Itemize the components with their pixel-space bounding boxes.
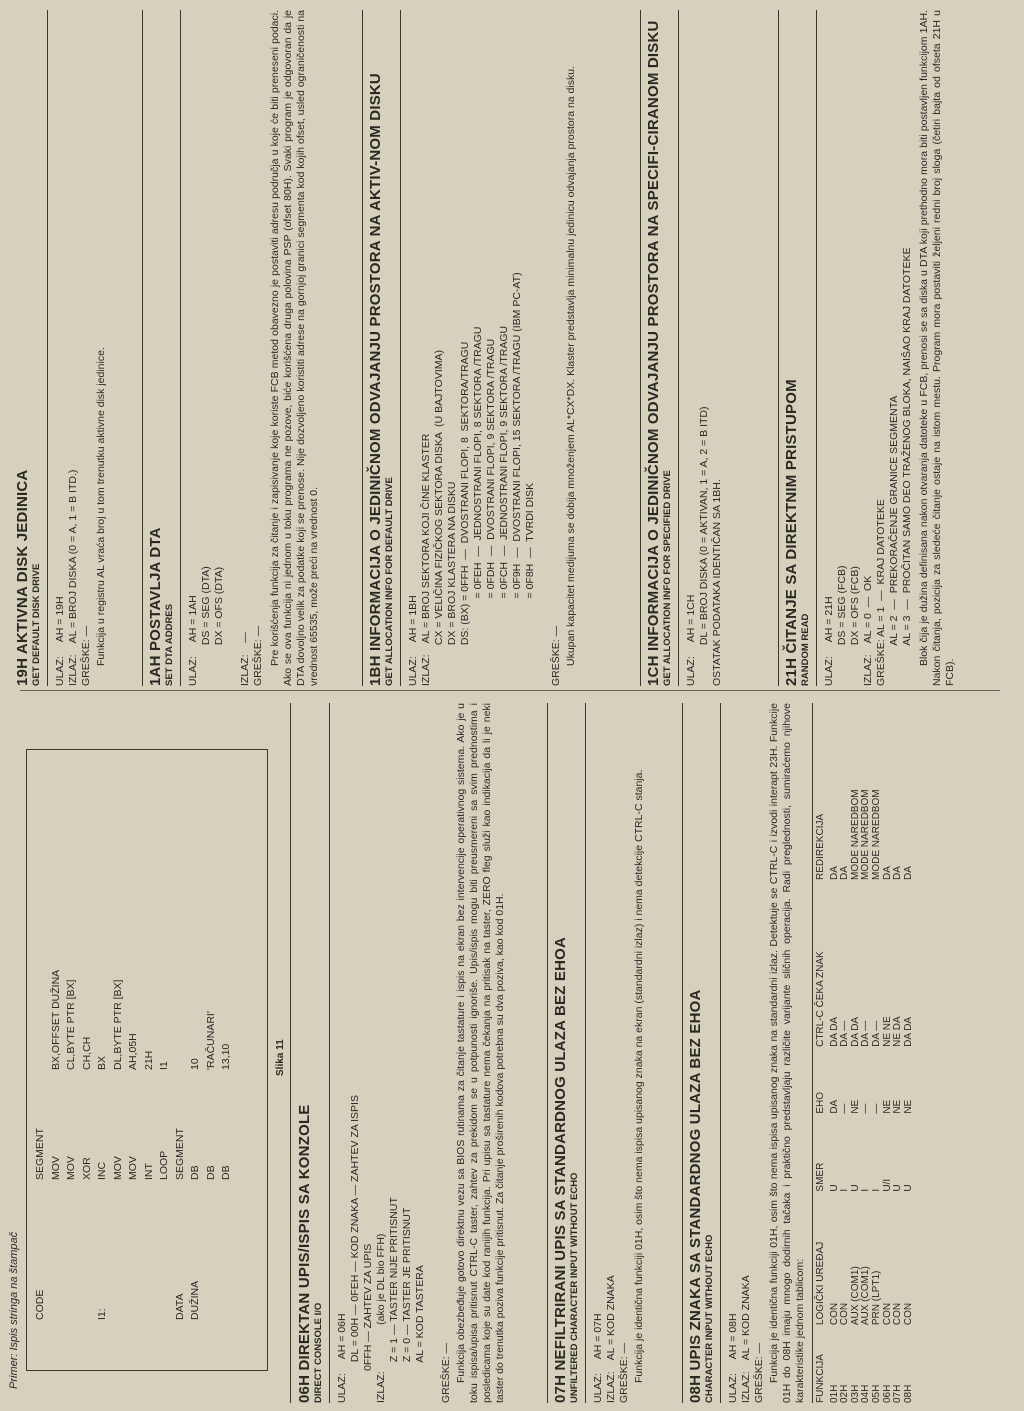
code-cell: SEGMENT	[34, 1128, 46, 1180]
divider	[678, 10, 679, 686]
register-spec: ULAZ: AH = 1CH DL = BROJ DISKA (0 = AKTIVAN, 1 = A, 2 = B ITD) OSTATAK PODATAKA IDENTIČAN SA 1BH.	[685, 406, 723, 686]
table-header-cell: LOGIČKI UREĐAJ	[815, 1241, 826, 1326]
code-cell: 'RAČUNARI'	[204, 1011, 217, 1070]
divider	[640, 10, 641, 686]
code-row	[126, 830, 142, 1320]
section-title: 1CH INFORMACIJA O JEDINIČNOM ODVAJANJU PROSTORA NA SPECIFI-CIRANOM DISKU	[645, 20, 662, 686]
code-cell	[142, 1180, 158, 1320]
table-cell: CON	[892, 1302, 904, 1326]
table-cell: 02H	[839, 1384, 851, 1403]
table-cell: 07H	[892, 1384, 904, 1403]
table-cell: DA	[902, 866, 914, 880]
code-cell: CH,CH	[80, 1036, 93, 1070]
table-cell: DA	[881, 866, 893, 880]
table-header-row	[816, 713, 830, 1403]
register-spec: ULAZ: AH = 19H IZLAZ: AL = BROJ DISKA (0 = A, 1 = B ITD.) GREŠKE: —	[54, 469, 92, 686]
section-subtitle: SET DTA ADDRES	[164, 604, 175, 686]
code-cell: DL,BYTE PTR [BX]	[111, 979, 124, 1070]
table-cell: DA	[892, 866, 904, 880]
divider	[180, 10, 181, 686]
table-cell: NE NE	[881, 1016, 893, 1047]
table-cell: DA —	[860, 1020, 872, 1047]
divider	[142, 10, 143, 686]
table-cell: U	[828, 1184, 840, 1192]
code-cell	[80, 1180, 96, 1320]
table-row	[904, 713, 915, 1403]
code-cell: DATA	[173, 1293, 186, 1320]
section-1ah	[147, 10, 321, 686]
code-row	[219, 830, 235, 1320]
table-cell: DA DA	[902, 1016, 914, 1047]
table-cell: I	[839, 1188, 851, 1192]
table-cell: 05H	[870, 1384, 882, 1403]
code-cell: BX	[96, 1055, 108, 1070]
code-cell: BX,OFFSET DUŽINA	[49, 969, 62, 1070]
code-cell	[49, 1180, 65, 1320]
section-title: 08H UPIS ZNAKA SA STANDARDNOG ULAZA BEZ EHOA	[687, 989, 704, 1403]
table-cell: U/I	[881, 1178, 893, 1192]
code-cell: MOV	[127, 1156, 139, 1180]
table-cell: CON	[839, 1302, 851, 1326]
code-cell: 13,10	[220, 1043, 232, 1070]
divider	[816, 10, 817, 686]
table-row	[830, 713, 841, 1403]
section-subtitle: GET ALLOCATION INFO FOR SPECIFIED DRIVE	[662, 470, 673, 686]
table-cell: 06H	[881, 1384, 893, 1403]
section-subtitle: GET ALLOCATION INFO FOR DEFAULT DRIVE	[384, 477, 395, 686]
code-cell: LOOP	[158, 1150, 170, 1180]
description: Pre korišćenja funkcija za čitanje i zapisivanje koje koriste FCB metod obavezno je postaviti adresu područja u koje će biti preneseni podaci. Ako se ova funkcija ni jednom u toku programa ne pozove, biće korišćena druga polovina PSP (ofset 80H). Svaki program je odgovoran da je DTA dovoljno velik za podatke koji se prenose. Nije dozvoljeno koristiti adrese na gornjoj granici segmenta kod kojih ofset, usled ograničenosti na vrednost 65535, može preći na vrednost 0.	[269, 10, 320, 686]
table-cell: NE	[849, 1099, 861, 1114]
section-subtitle: RANDOM READ	[800, 613, 811, 686]
code-row	[111, 830, 127, 1320]
register-spec: ULAZ: AH = 1BH IZLAZ: AL = BROJ SEKTORA KOJI ČINE KLASTER CX = VELIČINA FIZIČKOG SEKTORA DISKA (U BAJTOVIMA) DX = BROJ KLASTERA NA DISKU DS: (BX) = 0FFH — DVOSTRANI FLOPI, 8 SEKTORA/TRAGU = 0FEH — JEDNOSTRANI FLOPI, 8 SEKTORA /TRAGU = 0FDH — DVOSTRANI FLOPI, 9 SEKTORA /TRAGU = 0FCH — JEDNOSTRANI FLOPI, 9 SEKTORA /TRAGU = 0F9H — DVOSTRANI FLOPI, 15 SEKTORA /TRAGU (IBM PC-AT) = 0F8H — TVRDI DISK GREŠKE: —	[407, 272, 562, 686]
table-header-cell: SMER	[815, 1162, 826, 1192]
code-cell: INT	[142, 1163, 155, 1180]
section-1bh	[367, 10, 578, 686]
register-spec: ULAZ: AH = 21H DS = SEG (FCB) DX = OFS (FCB) IZLAZ: AL = 0 — OK GREŠKE: AL = 1 — KRAJ DATOTEKE AL = 2 — PREKORAČENJE GRANICE SEGMENTA AL = 3 — PROČITAN SAMO DEO TRAŽENOG BLOKA, NAIŠAO KRAJ DATOTEKE	[823, 247, 913, 686]
section-title: 06H DIREKTAN UPIS/ISPIS SA KONZOLE	[296, 1104, 313, 1403]
register-spec: ULAZ: AH = 07H IZLAZ: AL = KOD ZNAKA GREŠKE: —	[592, 1275, 630, 1403]
section-title: 21H ČITANJE SA DIREKTNIM PRISTUPOM	[783, 379, 800, 686]
code-row	[64, 830, 80, 1320]
divider	[290, 703, 291, 1403]
table-row	[872, 713, 883, 1403]
section-title: 1BH INFORMACIJA O JEDINIČNOM ODVAJANJU PROSTORA NA AKTIV-NOM DISKU	[367, 73, 384, 686]
section-06h	[296, 703, 507, 1403]
register-spec: ULAZ: AH = 08H IZLAZ: AL = KOD ZNAKA GREŠKE: —	[727, 1275, 765, 1403]
table-cell: DA DA	[849, 1016, 861, 1047]
table-row	[883, 713, 894, 1403]
code-table	[33, 830, 235, 1320]
register-spec: ULAZ: AH = 06H DL = 00H — 0FEH — KOD ZNAKA — ZAHTEV ZA ISPIS 0FFH — ZAHTEV ZA UPIS IZLAZ: (ako je DL bio FFH) Z = 1 — TASTER NIJE PRITISNUT Z = 0 — TASTER JE PRITISNUT AL = KOD TASTERA GREŠKE: —	[336, 1095, 452, 1403]
section-1ch	[645, 10, 724, 686]
divider	[682, 703, 683, 1403]
section-title: 1AH POSTAVLJA DTA	[147, 527, 164, 686]
table-cell: DA —	[870, 1020, 882, 1047]
description: Funkcija obezbeđuje gotovo direktnu vezu sa BIOS rutinama za čitanje tastature i ispis na ekran bez intervencije operativnog sistema. Ako je u toku ispisa/upisa pritisnut CTRL-C taster, zahtev za prekidom se u potpunosti ignoriše. Upis/ispis mogu biti preusmereni sa svim prednostima i posledicama koje su date kod ranijih funkcija. Pri upisu sa tastature nema čekanja na pritisak na taster, ZERO fleg služi kao indikacija da li je neki taster do trenutka poziva funkcije pritisnut. Za čitanje proširenih kodova potrebna su dva poziva, kao kod 01H.	[455, 703, 506, 1403]
table-cell: DA DA	[828, 1016, 840, 1047]
section-subtitle: CHARACTER INPUT WITHOUT ECHO	[704, 1234, 715, 1403]
code-cell	[111, 1180, 127, 1320]
code-row	[33, 830, 49, 1320]
table-header-cell: EHO	[815, 1092, 826, 1114]
section-19h	[14, 10, 108, 686]
table-cell: U	[849, 1184, 861, 1192]
code-cell: 10	[189, 1058, 201, 1070]
table-cell: NE DA	[892, 1016, 904, 1047]
table-cell: 08H	[902, 1384, 914, 1403]
code-cell	[33, 830, 49, 1070]
table-row	[893, 713, 904, 1403]
table-cell: DA	[828, 1099, 840, 1114]
table-cell: I	[860, 1188, 872, 1192]
divider	[778, 10, 779, 686]
code-cell: MOV	[49, 1156, 62, 1180]
section-subtitle: GET DEFAULT DISK DRIVE	[31, 563, 42, 686]
table-cell: CON	[902, 1302, 914, 1326]
table-cell: —	[860, 1103, 872, 1114]
code-cell	[204, 1180, 220, 1320]
column-divider	[20, 690, 1000, 691]
table-cell: DA —	[839, 1020, 851, 1047]
code-cell	[126, 1180, 142, 1320]
section-21h	[783, 10, 957, 686]
code-listing-box	[26, 749, 268, 1371]
table-cell: CON	[881, 1302, 893, 1326]
function-summary-table	[816, 713, 914, 1403]
table-cell: NE	[902, 1099, 914, 1114]
divider	[362, 10, 363, 686]
code-cell: DB	[220, 1165, 232, 1180]
code-cell	[173, 830, 189, 1070]
description: Funkcija je identična funkciji 01H, osim što nema ispisa upisanog znaka na standardni izlaz. Detektuje se CTRL-C i izvodi interapt 23H. Funkcije 01H do 08H imaju mnogo dodirnih tačaka i praktično predstavljaju različite varijante sličnih operacija. Radi preglednosti, sumiraćemo njihove karakteristike jednom tablicom:	[768, 703, 806, 1403]
code-cell: MOV	[111, 1156, 124, 1180]
divider	[812, 703, 813, 1403]
table-cell: CON	[828, 1302, 840, 1326]
code-cell: DB	[189, 1165, 201, 1180]
table-header-cell: CTRL-C ČEKA ZNAK	[815, 951, 826, 1047]
table-header-cell: FUNKCIJA	[815, 1354, 826, 1403]
section-title: 07H NEFILTRIRANI UPIS SA STANDARDNOG ULAZA BEZ EHOA	[552, 936, 569, 1403]
code-cell	[157, 1180, 173, 1320]
code-cell: SEGMENT	[173, 1128, 186, 1180]
divider	[720, 703, 721, 1403]
code-cell: DB	[204, 1165, 217, 1180]
section-subtitle: DIRECT CONSOLE I/O	[313, 1302, 324, 1403]
table-cell: MODE NAREDBOM	[849, 789, 861, 880]
section-title: 19H AKTIVNA DISK JEDINICA	[14, 469, 31, 686]
code-row	[49, 830, 65, 1320]
code-row	[157, 830, 173, 1320]
table-cell: U	[892, 1184, 904, 1192]
code-cell: 21H	[142, 1050, 155, 1070]
table-cell: 04H	[860, 1384, 872, 1403]
code-row	[204, 830, 220, 1320]
code-cell: I1:	[96, 1308, 108, 1320]
code-row	[142, 830, 158, 1320]
code-cell: DUŽINA	[189, 1280, 201, 1320]
section-08h	[687, 703, 914, 1403]
code-cell: CODE	[34, 1289, 46, 1320]
table-cell: 01H	[828, 1384, 840, 1403]
code-row	[188, 830, 204, 1320]
code-cell: CL,BYTE PTR [BX]	[65, 979, 77, 1070]
divider	[47, 10, 48, 686]
code-cell: I1	[158, 1061, 170, 1070]
table-cell: 03H	[849, 1384, 861, 1403]
code-row	[173, 830, 189, 1320]
code-row	[80, 830, 96, 1320]
code-row	[95, 830, 111, 1320]
table-cell: —	[870, 1103, 882, 1114]
table-cell: I	[870, 1188, 882, 1192]
table-cell: NE	[892, 1099, 904, 1114]
code-cell	[64, 1180, 80, 1320]
description: Funkcija je identična funkciji 01H, osim što nema ispisa upisanog znaka na ekran (standardni izlaz) i nema detekcije CTRL-C stanja.	[633, 769, 645, 1383]
table-cell: —	[839, 1103, 851, 1114]
table-cell: MODE NAREDBOM	[860, 789, 872, 880]
table-header-cell: REDIREKCIJA	[815, 813, 826, 880]
divider	[400, 10, 401, 686]
code-cell	[219, 1180, 235, 1320]
figure-caption: Slika 11	[275, 1039, 286, 1076]
table-cell: AUX (COM1)	[849, 1266, 861, 1326]
table-cell: PRN (LPT1)	[870, 1270, 882, 1326]
table-cell: U	[902, 1184, 914, 1192]
divider	[547, 703, 548, 1403]
description: Funkcija u registru AL vraća broj u tom trenutku aktivne disk jedinice.	[95, 347, 107, 666]
example-caption: Primer: Ispis stringa na štampač	[8, 1231, 20, 1389]
code-cell: MOV	[65, 1156, 77, 1180]
register-spec: ULAZ: AH = 1AH DS = SEG (DTA) DX = OFS (DTA) IZLAZ: — GREŠKE: —	[187, 566, 264, 686]
divider	[329, 703, 330, 1403]
code-cell: AH,05H	[127, 1033, 139, 1070]
code-cell: XOR	[80, 1157, 93, 1180]
table-cell: NE	[881, 1099, 893, 1114]
table-cell: DA	[839, 866, 851, 880]
section-07h	[552, 703, 646, 1403]
code-cell: INC	[96, 1161, 108, 1180]
table-cell: DA	[828, 866, 840, 880]
description: Blok čija je dužina definisana nakon otvaranja datoteke u FCB, prenosi se sa diska u DTA koji prethodno mora biti postavljen funkcijom 1AH. Nakon čitanja, pozicija za sledeće čitanje ostaje na istom mestu. Program mora postaviti željeni redni broj sloga (četiri bajta od ofseta 21H u FCB).	[918, 10, 956, 686]
section-subtitle: UNFILTERED CHARACTER INPUT WITHOUT ECHO	[569, 1172, 580, 1403]
right-column	[0, 0, 1024, 686]
left-column	[0, 691, 1024, 1411]
table-cell: MODE NAREDBOM	[870, 789, 882, 880]
divider	[585, 703, 586, 1403]
table-cell: AUX (COM1)	[860, 1266, 872, 1326]
description: Ukupan kapacitet medijuma se dobija množenjem AL*CX*DX. Klaster predstavlja minimalnu jedinicu odvajanja prostora na disku.	[565, 66, 577, 666]
